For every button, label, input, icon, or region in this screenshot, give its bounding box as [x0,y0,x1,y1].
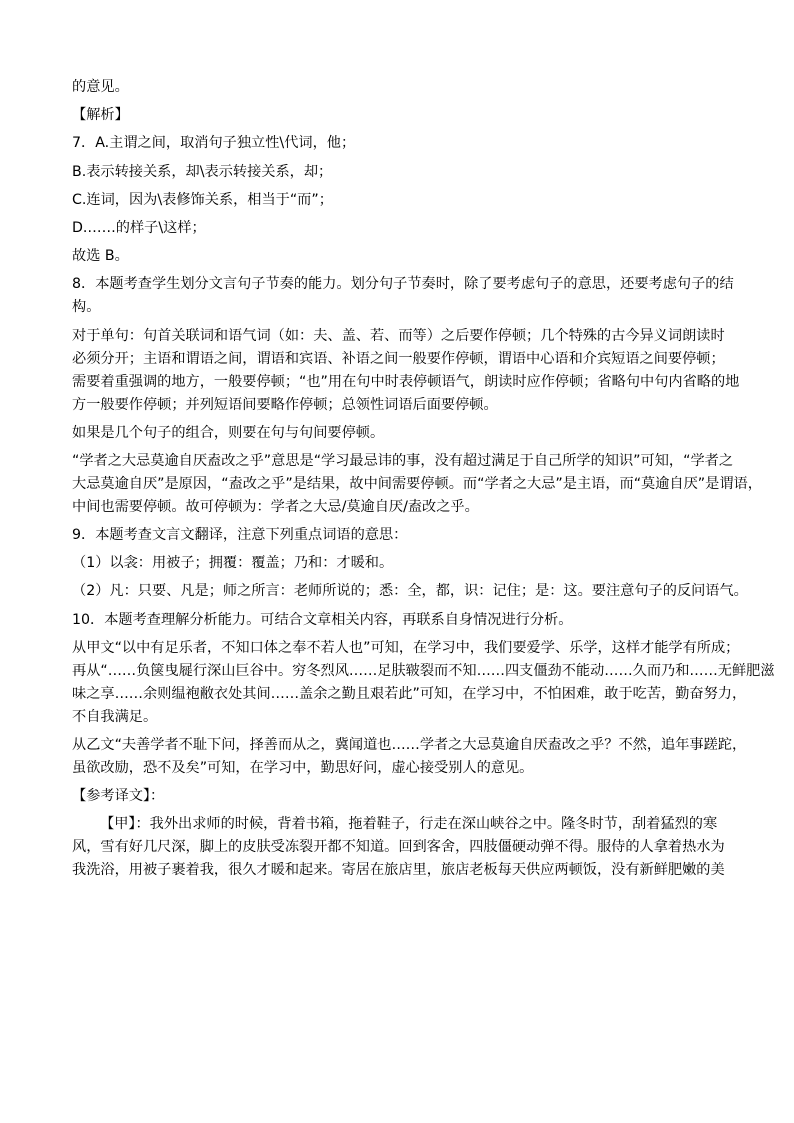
text-line: 的意见。 [72,79,129,95]
answer-8-line: 大忌莫逾自厌”是原因，“盍改之乎”是结果，故中间需要停顿。而“学者之大忌”是主语，而“莫逾自厌”是谓语， [72,475,762,492]
answer-9-item-2: （2）凡：只要、凡是；师之所言：老师所说的；悉：全，都，识：记住；是：这。要注意句子的反问语气。 [72,583,748,600]
answer-8-line: “学者之大忌莫逾自厌盍改之乎”意思是“学习最忌讳的事，没有超过满足于自己所学的知识”可知，“学者之 [72,452,734,469]
answer-8-line: 需要着重强调的地方，一般要停顿；“也”用在句中时表停顿语气，朗读时应作停顿；省略句中句内省略的地 [72,373,740,390]
document-body [72,78,775,884]
answer-9-item-1: （1）以衾：用被子；拥覆：覆盖；乃和：才暖和。 [72,555,394,572]
answer-8-line: 对于单句：句首关联词和语气词（如：夫、盖、若、而等）之后要作停顿；几个特殊的古今异义词朗读时 [72,327,725,344]
answer-10-line: 不自我满足。 [72,708,158,725]
answer-9-line: 9．本题考查文言文翻译，注意下列重点词语的意思： [72,527,408,544]
answer-8-line: 方一般要作停顿；并列短语间要略作停顿；总领性词语后面要停顿。 [72,396,498,413]
section-heading-analysis: 【解析】 [72,107,129,124]
answer-10-line: 从甲文“以中有足乐者，不知口体之奉不若人也”可知，在学习中，我们要爱学、乐学，这样才能学有所成； [72,639,740,656]
answer-10-line: 再从“……负箧曳屣行深山巨谷中。穷冬烈风……足肤皲裂而不知……四支僵劲不能动……久而乃和……无鲜肥滋 [72,662,775,679]
answer-8-line: 8．本题考查学生划分文言句子节奏的能力。划分句子节奏时，除了要考虑句子的意思，还要考虑句子的结 [72,276,734,293]
answer-8-line: 中间也需要停顿。故可停顿为：学者之大忌/莫逾自厌/盍改之乎。 [72,498,479,515]
answer-7-c: C.连词，因为\表修饰关系，相当于“而”； [72,191,333,208]
answer-7-choice: 故选 B。 [72,248,129,265]
section-heading-translation: 【参考译文】： [72,788,165,805]
answer-7-b: B.表示转接关系，却\表示转接关系，却； [72,163,333,180]
answer-8-line: 必须分开；主语和谓语之间，谓语和宾语、补语之间一般要作停顿，谓语中心语和介宾短语之间要停顿； [72,350,725,367]
answer-7-a: 7．A.主谓之间，取消句子独立性\代词，他； [72,135,356,152]
answer-10-line: 虽欲改励，恐不及矣”可知，在学习中，勤思好问，虚心接受别人的意见。 [72,760,534,776]
answer-10-line: 味之享……余则缊袍敝衣处其间……盖余之勤且艰若此”可知，在学习中，不怕困难，敢于吃苦，勤奋努力， [72,685,747,702]
translation-line: 【甲】：我外出求师的时候，背着书箱，拖着鞋子，行走在深山峡谷之中。隆冬时节，刮着猛烈的寒 [100,816,718,833]
answer-8-line: 构。 [72,299,101,316]
translation-line: 风，雪有好几尺深，脚上的皮肤受冻裂开都不知道。回到客舍，四肢僵硬动弹不得。服侍的人拿着热水为 [72,839,725,856]
answer-8-line: 如果是几个句子的组合，则要在句与句间要停顿。 [72,424,385,441]
answer-7-d: D.……的样子\这样； [72,219,206,236]
translation-line: 我洗浴，用被子裹着我，很久才暖和起来。寄居在旅店里，旅店老板每天供应两顿饭，没有新鲜肥嫩的美 [72,862,725,879]
answer-10-line: 从乙文“夫善学者不耻下问，择善而从之，冀闻道也……学者之大忌莫逾自厌盍改之乎？不然，追年事蹉跎， [72,737,747,753]
answer-10-line: 10．本题考查理解分析能力。可结合文章相关内容，再联系自身情况进行分析。 [72,611,573,628]
